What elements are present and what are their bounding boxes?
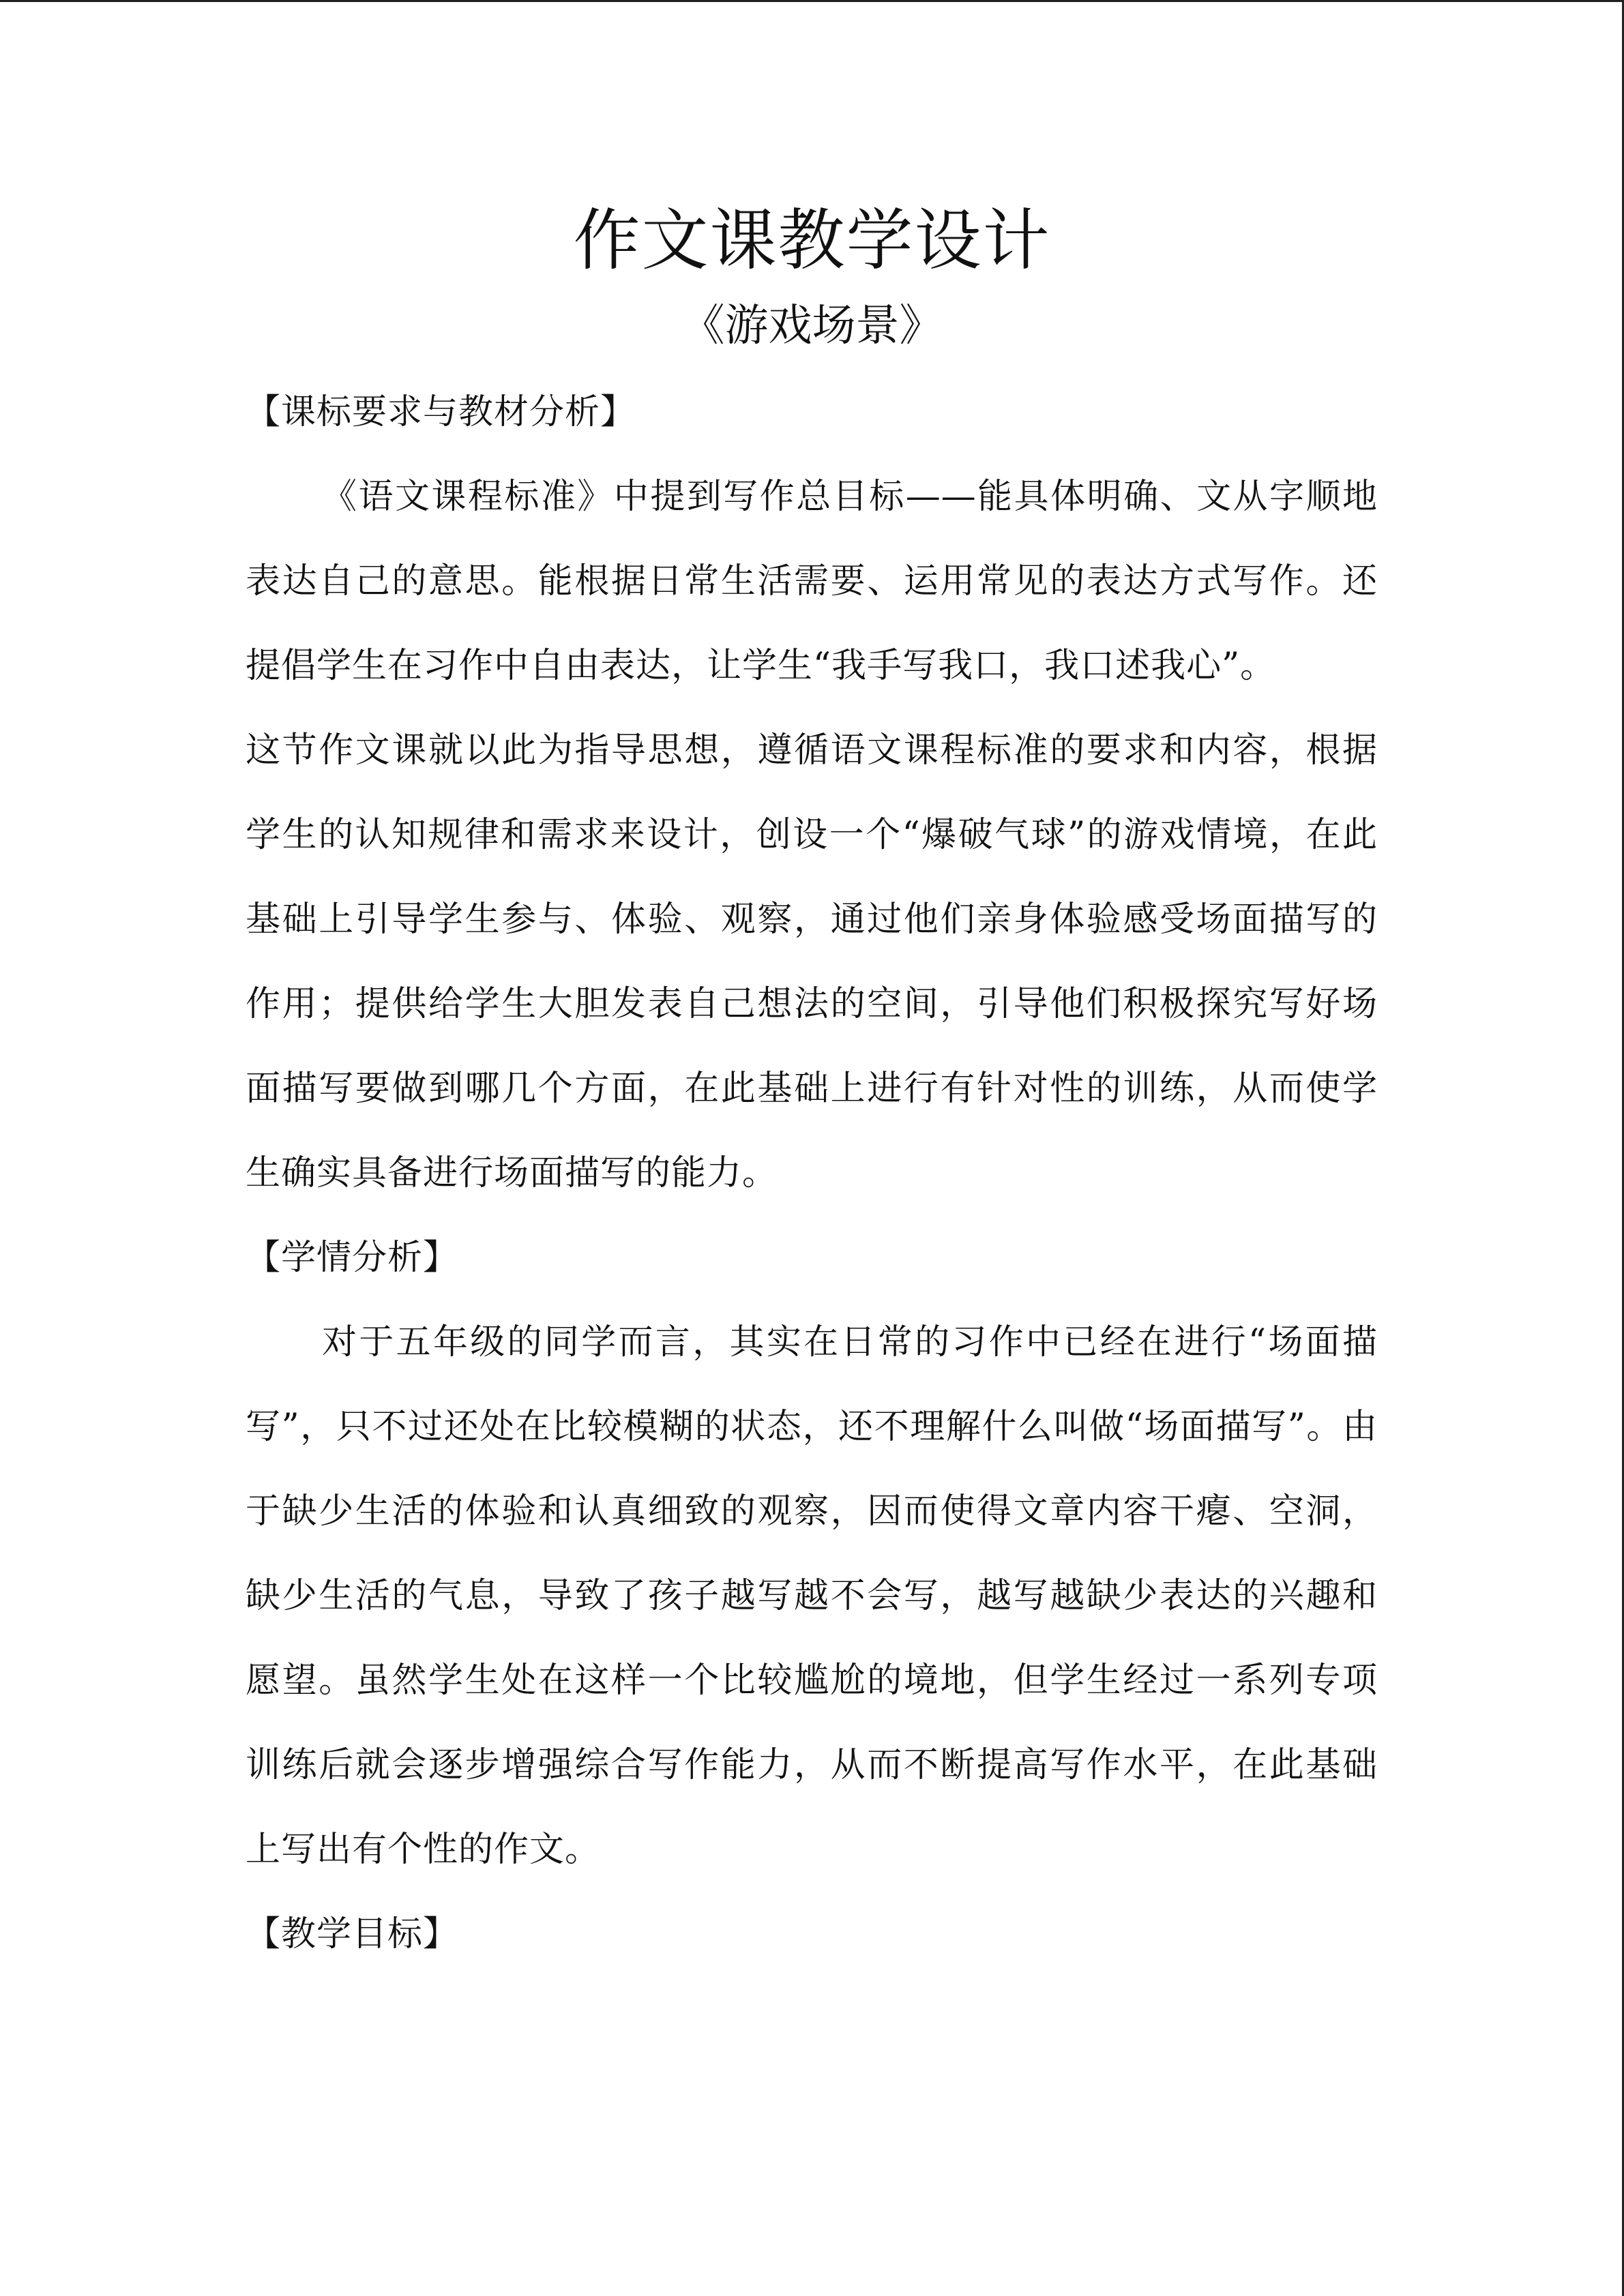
paragraph-lesson-design: 这节作文课就以此为指导思想，遵循语文课程标准的要求和内容，根据学生的认知规律和需求来设计，创设一个“爆破气球”的游戏情境，在此基础上引导学生参与、体验、观察，通过他们亲身体验感受场面描写的作用；提供给学生大胆发表自己想法的空间，引导他们积极探究写好场面描写要做到哪几个方面，在此基础上进行有针对性的训练，从而使学生确实具备进行场面描写的能力。 — [246, 730, 1378, 1193]
paragraph-student-analysis: 对于五年级的同学而言，其实在日常的习作中已经在进行“场面描写”，只不过还处在比较模糊的状态，还不理解什么叫做“场面描写”。由于缺少生活的体验和认真细致的观察，因而使得文章内容干瘪、空洞，缺少生活的气息，导致了孩子越写越不会写，越写越缺少表达的兴趣和愿望。虽然学生处在这样一个比较尴尬的境地，但学生经过一系列专项训练后就会逐步增强综合写作能力，从而不断提高写作水平，在此基础上写出有个性的作文。 — [246, 1322, 1378, 1870]
section-heading-student-analysis: 【学情分析】 — [246, 1238, 459, 1278]
section-heading-curriculum: 【课标要求与教材分析】 — [246, 392, 636, 432]
page-title: 作文课教学设计 — [573, 202, 1051, 280]
paragraph-curriculum-standard: 《语文课程标准》中提到写作总目标——能具体明确、文从字顺地表达自己的意思。能根据日常生活需要、运用常见的表达方式写作。还提倡学生在习作中自由表达，让学生“我手写我口，我口述我心”。 — [246, 477, 1378, 686]
document-body — [246, 370, 1378, 1977]
section-heading-teaching-goals: 【教学目标】 — [246, 1914, 459, 1954]
page-subtitle: 《游戏场景》 — [681, 301, 943, 351]
